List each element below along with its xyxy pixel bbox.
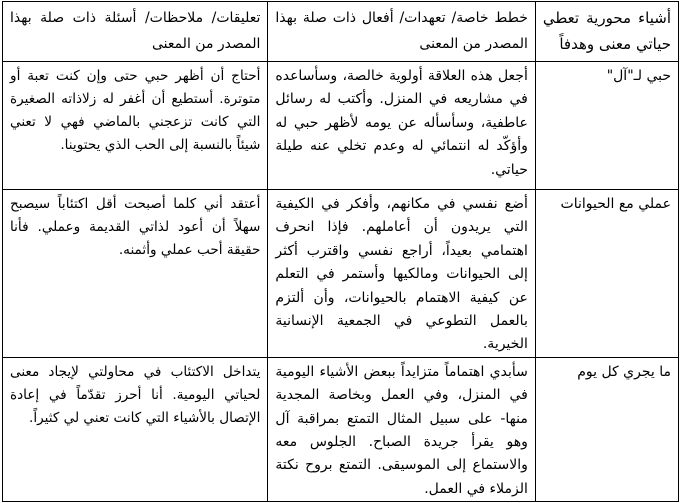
header-cell-plans: خطط خاصة/ تعهدات/ أفعال ذات صلة بهذا المصدر من المعنى — [268, 2, 535, 62]
source-text: ما يجري كل يوم — [577, 363, 671, 380]
source-text: حبي لـ"آل" — [606, 68, 671, 84]
source-cell — [535, 357, 678, 501]
source-text: عملي مع الحيوانات — [560, 196, 671, 212]
table-row — [3, 62, 679, 190]
notes-text: يتداخل الاكتئاب في محاولتي لإيجاد معنى لحياتي اليومية. أنا أحرز تقدّماً في إعادة الإتصال بالأشياء التي كانت تعني لي كثيراً. — [10, 363, 261, 426]
plans-text: سأبدي اهتماماً متزايداً ببعض الأشياء اليومية في المنزل، وفي العمل وبخاصة المجدية منها- على سبيل المثال التمتع بمراقبة آل وهو يقرأ جريدة الصباح. الجلوس معه والاستماع إلى الموسيقى. التمتع بروح نكتة الزملاء في العمل. — [275, 363, 528, 497]
table-row — [3, 190, 679, 358]
notes-cell — [3, 190, 268, 358]
table-row — [3, 357, 679, 501]
header-cell-notes: تعليقات/ ملاحظات/ أسئلة ذات صلة بهذا المصدر من المعنى — [3, 2, 268, 62]
notes-cell — [3, 357, 268, 501]
header-cell-sources: أشياء محورية تعطي حياتي معنى وهدفاً — [535, 2, 678, 62]
notes-text: أحتاج أن أظهر حبي حتى وإن كنت تعبة أو متوترة. أستطيع أن أغفر له زلاذاته الصغيرة التي كانت تزعجني بالماضي فهي لا تعني شيئاً بالنسبة إلى الحب الذي يحتوينا. — [10, 68, 261, 153]
table-header-row — [3, 2, 679, 62]
plans-cell — [268, 357, 535, 501]
plans-text: أجعل هذه العلاقة أولوية خالصة، وسأساعده في مشاريعه في المنزل. وأكتب له رسائل عاطفية، وسأسأله عن يومه لأظهر حبي له وأؤكّد له انتمائي له وعدم تخلي عنه طيلة حياتي. — [275, 68, 528, 178]
source-cell — [535, 190, 678, 358]
meaning-sources-table — [2, 1, 679, 502]
plans-cell — [268, 62, 535, 190]
source-cell — [535, 62, 678, 190]
notes-cell — [3, 62, 268, 190]
plans-text: أضع نفسي في مكانهم، وأفكر في الكيفية التي يريدون أن أعاملهم. فإذا انحرف اهتمامي بعيداً، أراجع نفسي واقترب أكثر إلى الحيوانات ومالكيها وأستمر في التعلم عن كيفية الاهتمام بالحيوانات، وأن ألتزم بالعمل التطوعي في الجمعية الإنسانية الخيرية. — [275, 196, 528, 353]
plans-cell — [268, 190, 535, 358]
notes-text: أعتقد أني كلما أصبحت أقل اكتئاباً سيصبح سهلاً أن أعود لذاتي القديمة وعملي. فأنا حقيقة أحب عملي وأثمنه. — [10, 196, 261, 258]
